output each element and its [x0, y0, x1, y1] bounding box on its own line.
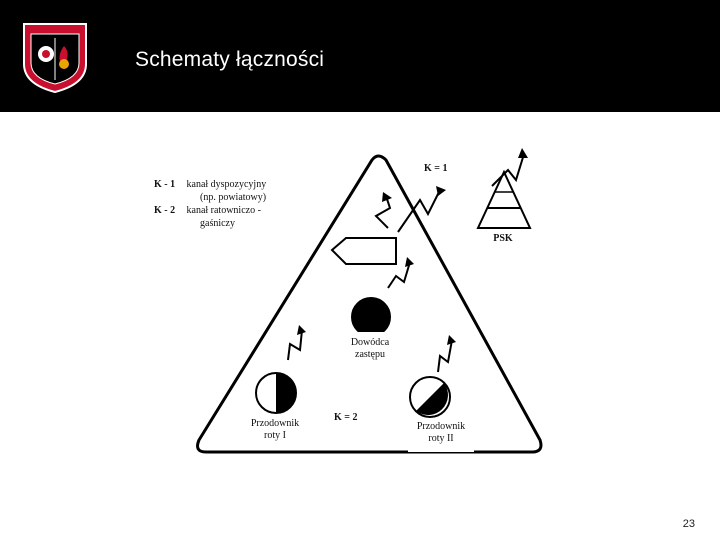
- legend-row-k1: K - 1 kanał dyspozycyjny: [154, 179, 267, 190]
- psk-label: PSK: [470, 230, 536, 248]
- channel-k1-label: K = 1: [416, 158, 472, 180]
- leader-1-label: Przodownik roty I: [232, 414, 318, 450]
- commander-icon: [352, 298, 390, 336]
- channel-k2-label: K = 2: [328, 408, 378, 430]
- legend: [154, 178, 266, 230]
- page-title: Schematy łączności: [135, 48, 325, 71]
- commander-label: Dowódca zastępu: [338, 332, 402, 368]
- command-post-icon: [332, 238, 396, 264]
- page-number: 23: [682, 518, 695, 530]
- legend-row-k2: K - 2 kanał ratowniczo -: [154, 205, 261, 216]
- legend-row-k2-note: gaśniczy: [200, 218, 235, 229]
- leader-2-label: Przodownik roty II: [408, 418, 474, 452]
- psk-tower-icon: [478, 172, 530, 228]
- legend-row-k1-note: (np. powiatowy): [200, 192, 267, 203]
